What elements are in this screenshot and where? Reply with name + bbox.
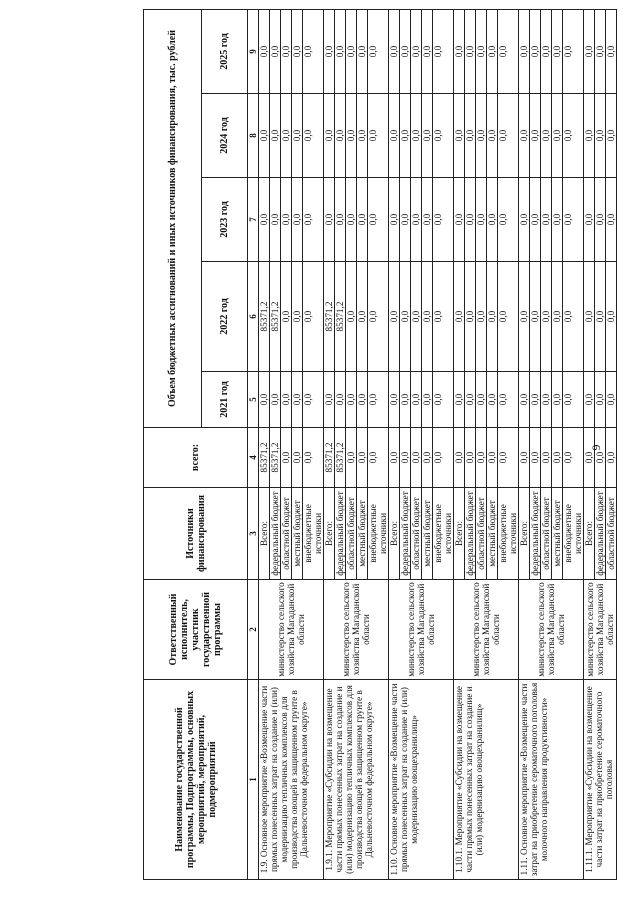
year-value-cell: 0,0 [400,9,411,93]
table-row [324,9,335,879]
year-value-cell: 0,0 [530,94,541,178]
year-value-cell: 0,0 [498,178,519,262]
year-value-cell: 0,0 [476,372,487,428]
year-value-cell: 0,0 [606,262,617,372]
year-value-cell: 0,0 [606,94,617,178]
rotated-page [143,10,628,880]
total-cell: 0,0 [530,428,541,488]
year-value-cell: 0,0 [335,372,346,428]
year-value-cell: 0,0 [552,262,563,372]
executor-cell: министерство сельского хозяйства Магаданской области [584,580,617,680]
year-value-cell: 0,0 [498,94,519,178]
year-value-cell: 85371,2 [335,262,346,372]
year-value-cell: 0,0 [584,262,595,372]
source-cell: местный бюджет [487,488,498,580]
year-value-cell: 0,0 [422,372,433,428]
year-value-cell: 0,0 [292,178,303,262]
year-value-cell: 0,0 [476,262,487,372]
year-value-cell: 0,0 [519,262,530,372]
year-value-cell: 0,0 [487,372,498,428]
total-cell: 0,0 [487,428,498,488]
year-value-cell: 0,0 [357,262,368,372]
year-value-cell: 0,0 [519,94,530,178]
year-value-cell: 0,0 [368,94,389,178]
col-number: 1 [248,680,259,880]
total-cell: 85371,2 [259,428,270,488]
year-value-cell: 0,0 [270,9,281,93]
total-cell: 0,0 [498,428,519,488]
year-value-cell: 0,0 [259,178,270,262]
year-value-cell: 0,0 [595,94,606,178]
year-value-cell: 0,0 [303,94,324,178]
year-value-cell: 85371,2 [259,262,270,372]
year-value-cell: 0,0 [541,94,552,178]
year-value-cell: 0,0 [346,9,357,93]
year-value-cell: 0,0 [303,372,324,428]
year-value-cell: 0,0 [454,9,465,93]
year-value-cell: 0,0 [281,94,292,178]
activity-name: 1.10. Основное мероприятие «Возмещение части прямых понесенных затрат на создание и (или) модернизацию овощехранилищ» [389,680,454,880]
year-value-cell: 0,0 [270,372,281,428]
year-value-cell: 85371,2 [324,262,335,372]
year-value-cell: 0,0 [346,178,357,262]
year-value-cell: 0,0 [606,178,617,262]
year-value-cell: 0,0 [595,178,606,262]
header-year: 2024 год [202,94,248,178]
year-value-cell: 0,0 [595,372,606,428]
year-value-cell: 0,0 [357,178,368,262]
executor-cell: министерство сельского хозяйства Магаданской области [454,580,519,680]
year-value-cell: 0,0 [422,262,433,372]
year-value-cell: 0,0 [357,94,368,178]
activity-name: 1.9.1. Мероприятие «Субсидии на возмещение части прямых понесенных затрат на создание и (или) модернизацию тепличных комплексов для производства овощей в защищенном грунте в Дальневосточном федеральном округе» [324,680,389,880]
col-number: 7 [248,178,259,262]
year-value-cell: 0,0 [335,178,346,262]
executor-cell: министерство сельского хозяйства Магаданской области [519,580,584,680]
table-row [519,9,530,879]
source-cell: внебюджетные источники [498,488,519,580]
year-value-cell: 0,0 [454,178,465,262]
header-year: 2023 год [202,178,248,262]
total-cell: 0,0 [465,428,476,488]
source-cell: областной бюджет [476,488,487,580]
year-value-cell: 0,0 [400,178,411,262]
year-value-cell: 0,0 [465,372,476,428]
year-value-cell: 0,0 [498,372,519,428]
year-value-cell: 0,0 [259,9,270,93]
year-value-cell: 0,0 [563,372,584,428]
source-cell: областной бюджет [346,488,357,580]
year-value-cell: 0,0 [400,372,411,428]
year-value-cell: 0,0 [433,178,454,262]
year-value-cell: 0,0 [281,9,292,93]
year-value-cell: 0,0 [303,178,324,262]
source-cell: областной бюджет [606,488,617,580]
year-value-cell: 0,0 [487,262,498,372]
year-value-cell: 0,0 [476,94,487,178]
source-cell: федеральный бюджет [335,488,346,580]
year-value-cell: 0,0 [400,262,411,372]
header-volume: Объем бюджетных ассигнований и иных источников финансирования, тыс. рублей [144,9,202,427]
total-cell: 85371,2 [335,428,346,488]
year-value-cell: 0,0 [433,94,454,178]
year-value-cell: 0,0 [335,9,346,93]
source-cell: федеральный бюджет [595,488,606,580]
year-value-cell: 0,0 [346,94,357,178]
year-value-cell: 0,0 [454,262,465,372]
total-cell: 0,0 [303,428,324,488]
year-value-cell: 0,0 [303,262,324,372]
year-value-cell: 0,0 [584,178,595,262]
header-year: 2025 год [202,9,248,93]
header-year: 2021 год [202,372,248,428]
total-cell: 85371,2 [324,428,335,488]
year-value-cell: 0,0 [595,262,606,372]
total-cell: 0,0 [519,428,530,488]
year-value-cell: 0,0 [606,372,617,428]
table-row [454,9,465,879]
year-value-cell: 0,0 [487,178,498,262]
year-value-cell: 0,0 [281,262,292,372]
year-value-cell: 0,0 [465,9,476,93]
year-value-cell: 0,0 [519,178,530,262]
year-value-cell: 0,0 [530,372,541,428]
year-value-cell: 0,0 [552,94,563,178]
year-value-cell: 0,0 [584,94,595,178]
year-value-cell: 0,0 [541,262,552,372]
year-value-cell: 0,0 [368,9,389,93]
year-value-cell: 0,0 [541,178,552,262]
total-cell: 0,0 [541,428,552,488]
year-value-cell: 0,0 [563,178,584,262]
header-source: Источники финансирования [144,488,248,580]
total-cell: 0,0 [606,428,617,488]
total-cell: 0,0 [476,428,487,488]
col-number: 3 [248,488,259,580]
total-cell: 0,0 [563,428,584,488]
year-value-cell: 0,0 [563,94,584,178]
year-value-cell: 0,0 [389,94,400,178]
total-cell: 0,0 [357,428,368,488]
year-value-cell: 0,0 [259,372,270,428]
year-value-cell: 0,0 [324,372,335,428]
source-cell: Всего: [584,488,595,580]
year-value-cell: 0,0 [303,9,324,93]
year-value-cell: 0,0 [422,178,433,262]
source-cell: Всего: [454,488,465,580]
source-cell: федеральный бюджет [400,488,411,580]
year-value-cell: 0,0 [346,262,357,372]
year-value-cell: 0,0 [368,372,389,428]
source-cell: Всего: [259,488,270,580]
year-value-cell: 0,0 [389,372,400,428]
year-value-cell: 0,0 [389,178,400,262]
year-value-cell: 0,0 [357,9,368,93]
year-value-cell: 0,0 [476,178,487,262]
source-cell: местный бюджет [292,488,303,580]
source-cell: федеральный бюджет [270,488,281,580]
year-value-cell: 0,0 [368,262,389,372]
year-value-cell: 0,0 [270,178,281,262]
year-value-cell: 0,0 [433,262,454,372]
year-value-cell: 0,0 [324,94,335,178]
total-cell: 0,0 [433,428,454,488]
col-number: 6 [248,262,259,372]
year-value-cell: 0,0 [389,9,400,93]
year-value-cell: 0,0 [411,372,422,428]
year-value-cell: 0,0 [270,94,281,178]
year-value-cell: 0,0 [487,9,498,93]
year-value-cell: 0,0 [465,262,476,372]
year-value-cell: 0,0 [433,9,454,93]
year-value-cell: 0,0 [433,372,454,428]
source-cell: областной бюджет [411,488,422,580]
source-cell: федеральный бюджет [530,488,541,580]
year-value-cell: 0,0 [292,94,303,178]
header-executor: Ответственный исполнитель, участник государственной программы [144,580,248,680]
total-cell: 0,0 [584,428,595,488]
source-cell: местный бюджет [552,488,563,580]
year-value-cell: 0,0 [465,94,476,178]
year-value-cell: 0,0 [292,372,303,428]
year-value-cell: 0,0 [422,9,433,93]
col-number: 9 [248,9,259,93]
activity-name: 1.10.1. Мероприятие «Субсидии на возмещение части прямых понесенных затрат на создание и (или) модернизацию овощехранилищ» [454,680,519,880]
year-value-cell: 85371,2 [270,262,281,372]
year-value-cell: 0,0 [411,178,422,262]
total-cell: 85371,2 [270,428,281,488]
header-total: всего: [144,428,248,488]
total-cell: 0,0 [400,428,411,488]
year-value-cell: 0,0 [281,372,292,428]
year-value-cell: 0,0 [541,9,552,93]
year-value-cell: 0,0 [541,372,552,428]
year-value-cell: 0,0 [530,9,541,93]
year-value-cell: 0,0 [552,372,563,428]
source-cell: областной бюджет [281,488,292,580]
year-value-cell: 0,0 [519,9,530,93]
executor-cell: министерство сельского хозяйства Магаданской области [259,580,324,680]
table-body [259,9,617,879]
year-value-cell: 0,0 [476,9,487,93]
year-value-cell: 0,0 [281,178,292,262]
year-value-cell: 0,0 [595,9,606,93]
col-number: 5 [248,372,259,428]
year-value-cell: 0,0 [346,372,357,428]
total-cell: 0,0 [422,428,433,488]
year-value-cell: 0,0 [422,94,433,178]
activity-name: 1.11. Основное мероприятие «Возмещение части затрат на приобретение сероматочного поголовья молочного направления продуктивности» [519,680,584,880]
year-value-cell: 0,0 [411,94,422,178]
source-cell: внебюджетные источники [303,488,324,580]
header-name: Наименование государственной программы, Подпрограммы, основных мероприятий, мероприятий, подмероприятий [144,680,248,880]
year-value-cell: 0,0 [368,178,389,262]
year-value-cell: 0,0 [335,94,346,178]
budget-table [143,9,617,880]
total-cell: 0,0 [281,428,292,488]
executor-cell: министерство сельского хозяйства Магаданской области [324,580,389,680]
total-cell: 0,0 [292,428,303,488]
year-value-cell: 0,0 [411,9,422,93]
total-cell: 0,0 [346,428,357,488]
source-cell: внебюджетные источники [433,488,454,580]
year-value-cell: 0,0 [552,178,563,262]
executor-cell: министерство сельского хозяйства Магаданской области [389,580,454,680]
year-value-cell: 0,0 [530,178,541,262]
year-value-cell: 0,0 [552,9,563,93]
total-cell: 0,0 [389,428,400,488]
year-value-cell: 0,0 [454,372,465,428]
source-cell: местный бюджет [357,488,368,580]
total-cell: 0,0 [595,428,606,488]
source-cell: внебюджетные источники [368,488,389,580]
year-value-cell: 0,0 [324,9,335,93]
year-value-cell: 0,0 [324,178,335,262]
col-number: 2 [248,580,259,680]
year-value-cell: 0,0 [259,94,270,178]
table-row [584,9,595,879]
col-number: 4 [248,428,259,488]
page-number: 6 [589,444,604,451]
year-value-cell: 0,0 [530,262,541,372]
table-row [259,9,270,879]
source-cell: федеральный бюджет [465,488,476,580]
year-value-cell: 0,0 [487,94,498,178]
year-value-cell: 0,0 [498,262,519,372]
activity-name: 1.9. Основное мероприятие «Возмещение части прямых понесенных затрат на создание и (или) модернизацию тепличных комплексов для производства овощей в защищенном грунте в Дальневосточном федеральном округе» [259,680,324,880]
table-row [389,9,400,879]
year-value-cell: 0,0 [584,372,595,428]
total-cell: 0,0 [454,428,465,488]
year-value-cell: 0,0 [465,178,476,262]
source-cell: Всего: [389,488,400,580]
year-value-cell: 0,0 [498,9,519,93]
year-value-cell: 0,0 [454,94,465,178]
year-value-cell: 0,0 [389,262,400,372]
header-year: 2022 год [202,262,248,372]
activity-name: 1.11.1. Мероприятие «Субсидии на возмещение части затрат на приобретение сероматочного поголовья [584,680,617,880]
total-cell: 0,0 [411,428,422,488]
year-value-cell: 0,0 [563,262,584,372]
source-cell: Всего: [519,488,530,580]
year-value-cell: 0,0 [606,9,617,93]
year-value-cell: 0,0 [400,94,411,178]
source-cell: местный бюджет [422,488,433,580]
source-cell: внебюджетные источники [563,488,584,580]
year-value-cell: 0,0 [357,372,368,428]
col-number: 8 [248,94,259,178]
year-value-cell: 0,0 [292,262,303,372]
total-cell: 0,0 [552,428,563,488]
source-cell: Всего: [324,488,335,580]
source-cell: областной бюджет [541,488,552,580]
year-value-cell: 0,0 [563,9,584,93]
year-value-cell: 0,0 [519,372,530,428]
year-value-cell: 0,0 [292,9,303,93]
total-cell: 0,0 [368,428,389,488]
year-value-cell: 0,0 [584,9,595,93]
year-value-cell: 0,0 [411,262,422,372]
